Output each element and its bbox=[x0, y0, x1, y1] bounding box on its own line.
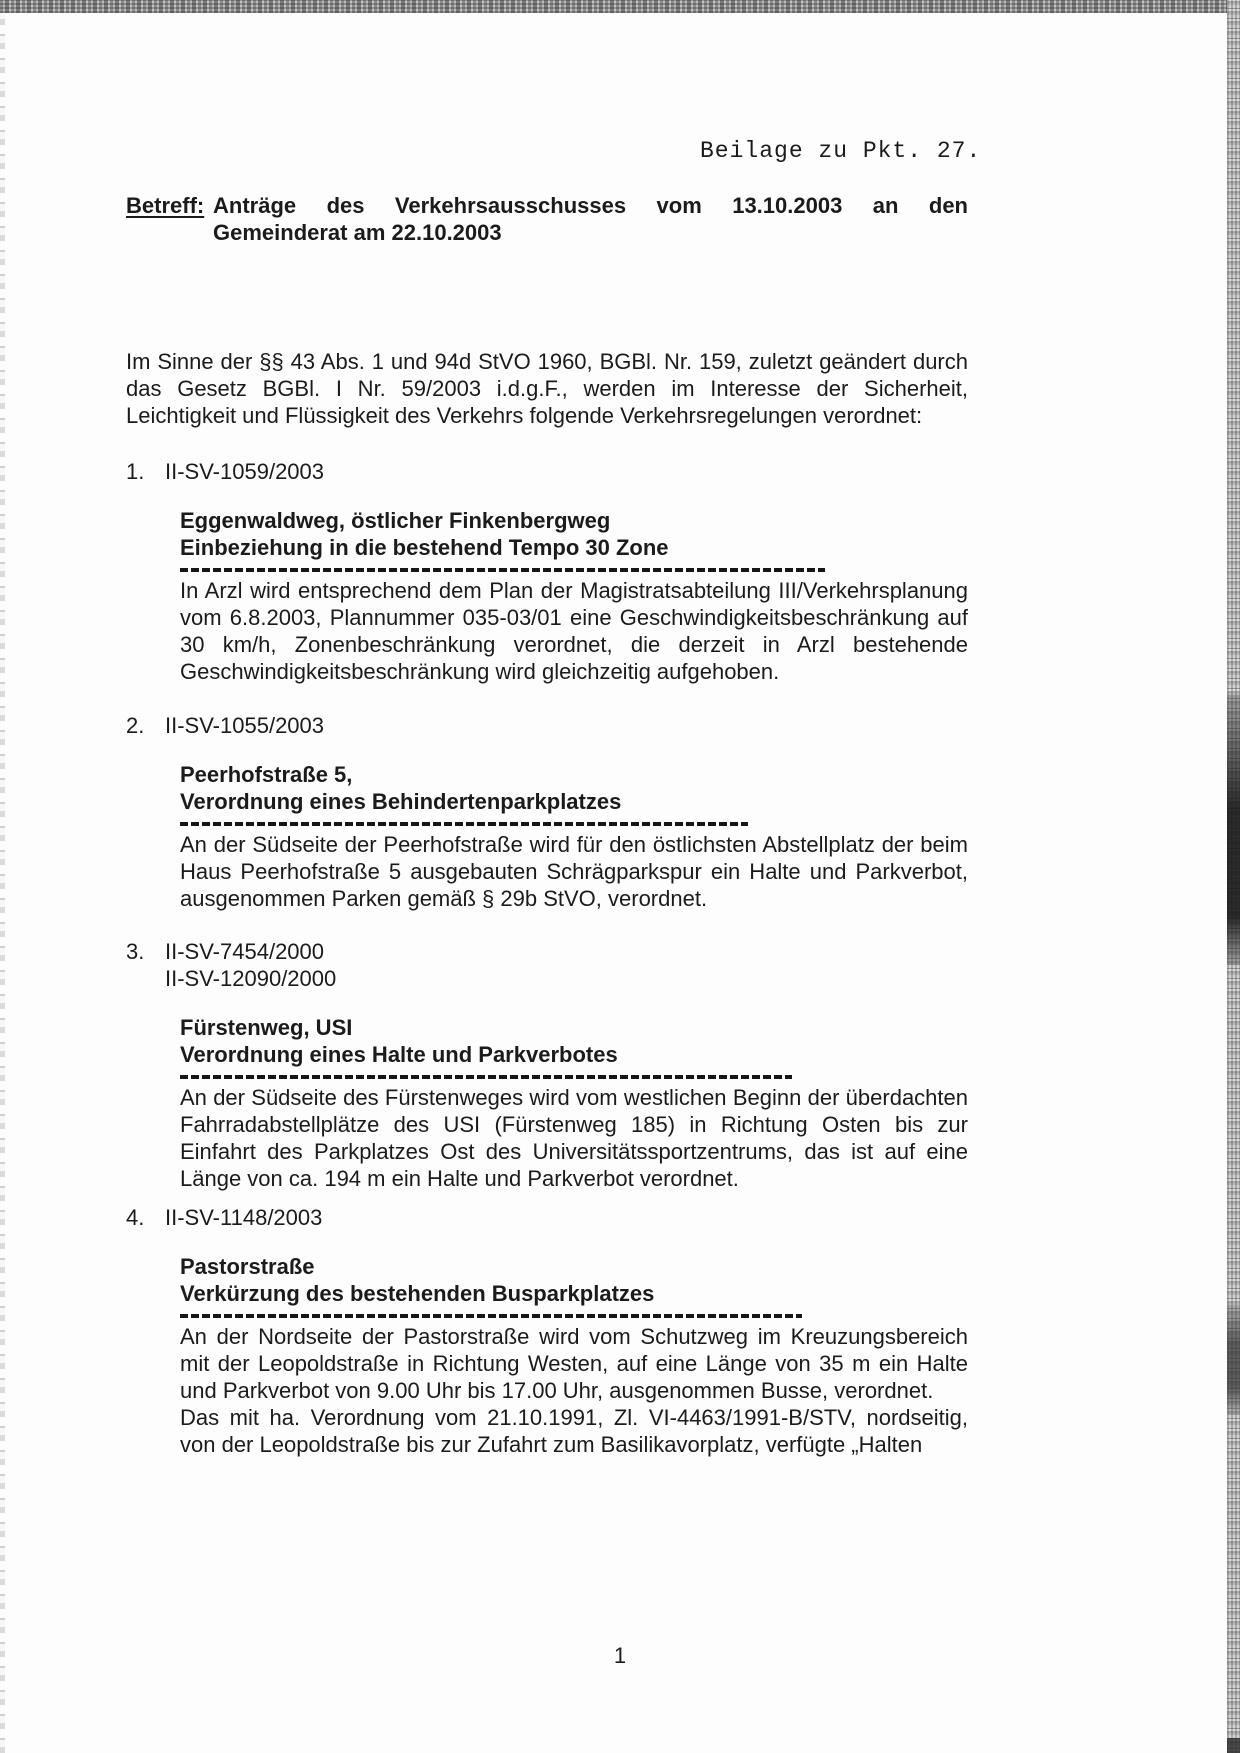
case-line bbox=[126, 938, 968, 992]
case-number: II-SV-12090/2000 bbox=[165, 966, 337, 991]
item-title bbox=[180, 1253, 968, 1307]
item-content bbox=[180, 507, 968, 685]
item-body: An der Südseite der Peerhofstraße wird für den östlichsten Abstellplatz der beim Haus Peerhofstraße 5 ausgebauten Schrägparkspur ein Halte und Parkverbot, ausgenommen Parken gemäß § 29b StVO, verordnet. bbox=[180, 832, 968, 911]
regulation-item-2 bbox=[126, 712, 968, 912]
item-body: An der Nordseite der Pastorstraße wird vom Schutzweg im Kreuzungsbereich mit der Leopoldstraße in Richtung Westen, auf eine Länge von 35 m ein Halte und Parkverbot von 9.00 Uhr bis 17.00 Uhr, ausgenommen Busse, verordnet. bbox=[180, 1324, 968, 1403]
item-body: Das mit ha. Verordnung vom 21.10.1991, Zl. VI-4463/1991-B/STV, nordseitig, von der Leopoldstraße bis zur Zufahrt zum Basilikavorplatz, verfügte „Halten bbox=[180, 1405, 968, 1457]
item-title bbox=[180, 1014, 968, 1068]
subject-block bbox=[126, 192, 968, 246]
dashed-rule bbox=[180, 822, 748, 826]
item-title-line-1: Eggenwaldweg, östlicher Finkenbergweg bbox=[180, 508, 611, 533]
item-body: An der Südseite des Fürstenweges wird vom westlichen Beginn der überdachten Fahrradabstellplätze des USI (Fürstenweg 185) in Richtung Osten bis zur Einfahrt des Parkplatzes Ost des Universitätssportzentrums, das ist auf eine Länge von ca. 194 m ein Halte und Parkverbot verordnet. bbox=[180, 1085, 968, 1191]
subject-label: Betreff: bbox=[126, 193, 205, 218]
item-content bbox=[180, 1253, 968, 1458]
scan-artifact-right-dark-blob bbox=[1227, 695, 1240, 965]
item-content bbox=[180, 1014, 968, 1192]
case-line bbox=[126, 458, 968, 485]
dashed-rule bbox=[180, 568, 825, 572]
page-number: 1 bbox=[613, 1643, 627, 1668]
dashed-rule bbox=[180, 1075, 792, 1079]
item-number: 3. bbox=[126, 939, 145, 964]
item-title bbox=[180, 761, 968, 815]
item-title-line-2: Verordnung eines Behindertenparkplatzes bbox=[180, 789, 622, 814]
intro-paragraph: Im Sinne der §§ 43 Abs. 1 und 94d StVO 1960, BGBl. Nr. 159, zuletzt geändert durch das Gesetz BGBl. I Nr. 59/2003 i.d.g.F., werden im Interesse der Sicherheit, Leichtigkeit und Flüssigkeit des Verkehrs folgende Verkehrsregelungen verordnet: bbox=[126, 349, 968, 428]
regulation-item-3 bbox=[126, 938, 968, 1192]
item-number: 1. bbox=[126, 459, 145, 484]
item-title-line-1: Peerhofstraße 5, bbox=[180, 762, 353, 787]
case-line bbox=[126, 712, 968, 739]
item-title-line-2: Verordnung eines Halte und Parkverbotes bbox=[180, 1042, 618, 1067]
item-title-line-1: Fürstenweg, USI bbox=[180, 1015, 353, 1040]
item-number: 2. bbox=[126, 713, 145, 738]
subject-text bbox=[213, 192, 968, 246]
case-number: II-SV-1059/2003 bbox=[165, 459, 325, 484]
case-numbers bbox=[165, 938, 336, 992]
item-title bbox=[180, 507, 968, 561]
case-number: II-SV-1055/2003 bbox=[165, 713, 325, 738]
dashed-rule bbox=[180, 1314, 802, 1318]
item-body: In Arzl wird entsprechend dem Plan der Magistratsabteilung III/Verkehrsplanung vom 6.8.2003, Plannummer 035-03/01 eine Geschwindigkeitsbeschränkung auf 30 km/h, Zonenbeschränkung verordnet, die derzeit in Arzl bestehende Geschwindigkeitsbeschränkung wird gleichzeitig aufgehoben. bbox=[180, 578, 968, 684]
scan-artifact-right-dark-blob bbox=[1227, 1305, 1240, 1415]
attachment-tag: Beilage zu Pkt. 27. bbox=[700, 138, 982, 164]
regulation-item-1 bbox=[126, 458, 968, 685]
item-title-line-2: Einbeziehung in die bestehend Tempo 30 Zone bbox=[180, 535, 669, 560]
item-title-line-2: Verkürzung des bestehenden Busparkplatzes bbox=[180, 1281, 655, 1306]
scan-artifact-top-band bbox=[0, 0, 1240, 13]
case-number: II-SV-1148/2003 bbox=[165, 1205, 323, 1230]
case-line bbox=[126, 1204, 968, 1231]
subject-line-2: Gemeinderat am 22.10.2003 bbox=[213, 220, 502, 245]
scan-artifact-right-corner bbox=[1227, 1738, 1240, 1753]
regulation-item-4 bbox=[126, 1204, 968, 1458]
case-number: II-SV-7454/2000 bbox=[165, 939, 325, 964]
scan-artifact-left-band bbox=[0, 13, 5, 1753]
subject-line-1: Anträge des Verkehrsausschusses vom 13.10.2003 an den bbox=[213, 193, 968, 218]
item-content bbox=[180, 761, 968, 912]
item-title-line-1: Pastorstraße bbox=[180, 1254, 315, 1279]
item-number: 4. bbox=[126, 1205, 145, 1230]
